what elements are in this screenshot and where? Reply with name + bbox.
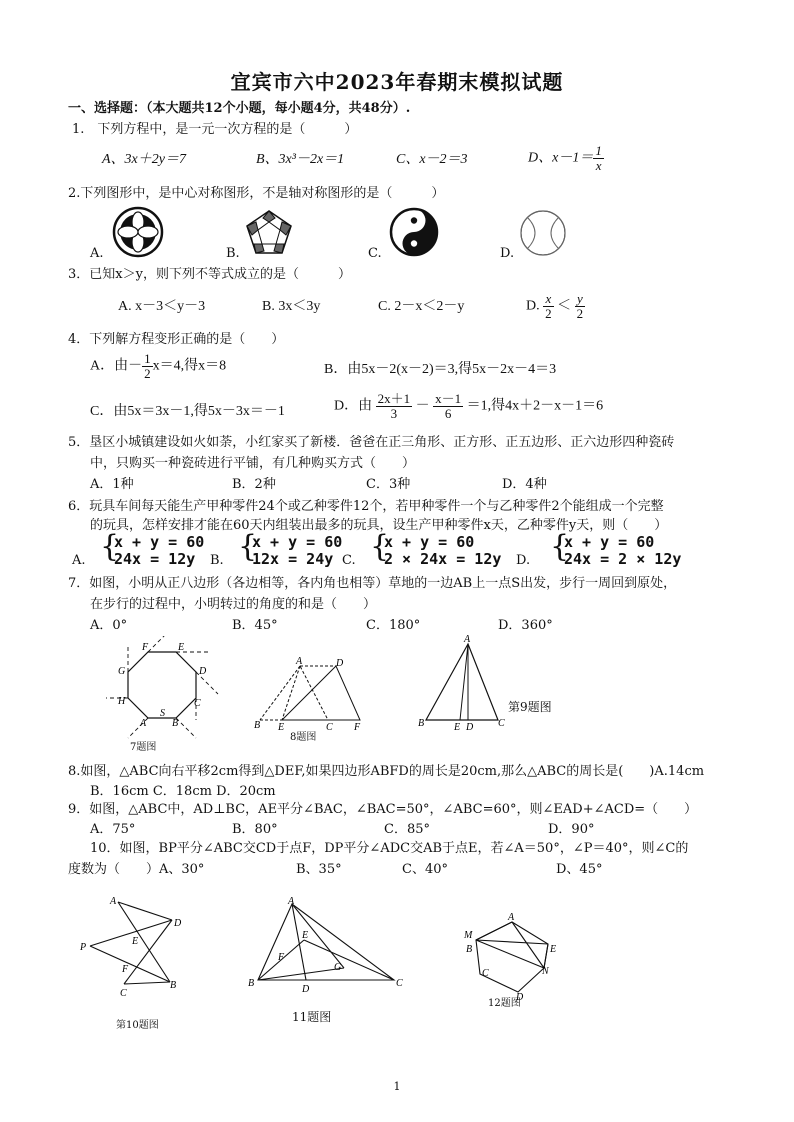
svg-text:D: D (199, 666, 207, 677)
svg-text:F: F (122, 964, 129, 975)
figure-10-caption: 第10题图 (116, 1020, 159, 1031)
svg-text:B: B (418, 718, 425, 729)
q2-stem: 2.下列图形中，是中心对称图形，不是轴对称图形的是（ ） (68, 186, 445, 201)
svg-text:M: M (464, 930, 473, 941)
svg-text:D: D (302, 984, 310, 995)
figure-7-caption: 7题图 (130, 742, 157, 753)
svg-text:F: F (278, 952, 285, 963)
svg-text:D: D (174, 918, 182, 929)
q3-option-a: A. x－3＜y－3 (118, 299, 206, 314)
q7-option-d: D．360° (498, 618, 553, 633)
q6-a-eq2: 24x = 12y (114, 550, 196, 568)
brace-icon: { (370, 529, 390, 564)
svg-text:A: A (110, 896, 117, 907)
q6-option-c: C. (342, 553, 356, 568)
figure-10 (76, 892, 206, 1002)
q3-option-c: C. 2－x＜2－y (378, 299, 465, 314)
figure-11-caption: 11题图 (292, 1010, 332, 1024)
figure-9-triangle (416, 634, 512, 734)
page-number: 1 (393, 1080, 401, 1093)
svg-text:E: E (550, 944, 557, 955)
q1-option-a: A、3x＋2y＝7 (102, 152, 186, 167)
svg-text:D: D (336, 658, 344, 669)
svg-text:N: N (542, 966, 549, 977)
q5-line1: 5．垦区小城镇建设如火如荼，小红家买了新楼．爸爸在正三角形、正方形、正五边形、正六边形四种瓷砖 (68, 435, 675, 450)
q6-c-eq1: x + y = 60 (384, 533, 475, 551)
figure-8-caption: 8题图 (290, 732, 317, 743)
q5-line2: 中，只购买一种瓷砖进行平铺，有几种购买方式（ ） (90, 456, 416, 471)
section-heading: 一、选择题：（本大题共12个小题，每小题4分，共48分）. (68, 101, 411, 116)
q6-c-eq2: 2 × 24x = 12y (384, 550, 502, 568)
svg-text:B: B (466, 944, 473, 955)
svg-text:C: C (396, 978, 403, 989)
q1-option-d: D、x－1＝ $\frac{1}{x}$ (528, 143, 602, 173)
q10-option-b: B、35° (296, 862, 342, 877)
svg-text:G: G (118, 666, 126, 677)
q6-a-eq1: x + y = 60 (114, 533, 205, 551)
svg-text:G: G (334, 962, 342, 973)
q7-option-a: A．0° (90, 618, 128, 633)
q2-option-c: C. (368, 246, 382, 261)
q1-option-c: C、x－2＝3 (396, 152, 468, 167)
q5-option-d: D．4种 (502, 477, 547, 492)
q7-line2: 在步行的过程中，小明转过的角度的和是（ ） (90, 597, 377, 612)
svg-text:B: B (172, 718, 179, 729)
svg-text:C: C (120, 988, 127, 999)
svg-text:D: D (466, 722, 474, 733)
q8-line2: B．16cm C．18cm D．20cm (90, 784, 276, 799)
q6-b-eq1: x + y = 60 (252, 533, 343, 551)
q10-line1: 10．如图，BP平分∠ABC交CD于点F，DP平分∠ADC交AB于点E，若∠A＝50°，∠P＝40°，则∠C的 (90, 841, 689, 856)
svg-text:C: C (326, 722, 333, 732)
svg-text:A: A (140, 718, 147, 729)
svg-text:F: F (354, 722, 361, 732)
svg-text:D: D (516, 992, 524, 1000)
svg-text:E: E (454, 722, 461, 733)
figure-7-octagon (96, 636, 226, 756)
svg-text:E: E (178, 642, 185, 653)
svg-text:A: A (508, 912, 515, 923)
brace-icon: { (238, 529, 258, 564)
q9-option-b: B．80° (232, 822, 278, 837)
q10-option-c: C、40° (402, 862, 448, 877)
q2-option-a: A. (90, 246, 104, 261)
q2-figure-b (244, 208, 294, 256)
q6-b-eq2: 12x = 24y (252, 550, 334, 568)
q3-option-d: D. $\frac{x}{2}$ ＜ $\frac{y}{2}$ (526, 291, 584, 321)
svg-text:A: A (296, 656, 303, 667)
figure-9-caption: 第9题图 (508, 700, 552, 714)
q5-option-b: B．2种 (232, 477, 276, 492)
q7-line1: 7．如图，小明从正八边形（各边相等，各内角也相等）草地的一边AB上一点S出发，步行一周回到原处， (68, 576, 677, 591)
q6-d-eq2: 24x = 2 × 12y (564, 550, 682, 568)
q4-option-a: A．由－ $\frac{1}{2}$ x＝4,得x＝8 (90, 351, 227, 381)
brace-icon: { (550, 529, 570, 564)
svg-text:P: P (80, 942, 87, 953)
q1-stem: 1. 下列方程中，是一元一次方程的是（ ） (72, 122, 358, 137)
q6-option-a: A. (72, 553, 86, 568)
q3-option-b: B. 3x＜3y (262, 299, 321, 314)
svg-text:E: E (132, 936, 139, 947)
q6-line1: 6．玩具车间每天能生产甲种零件24个或乙种零件12个，若甲种零件一个与乙种零件2个能组成一个完整 (68, 499, 664, 514)
figure-11 (248, 896, 408, 996)
page-title: 宜宾市六中2023年春期末模拟试题 (230, 70, 564, 94)
q2-option-d: D. (500, 246, 515, 261)
svg-text:C: C (498, 718, 505, 729)
svg-text:H: H (118, 696, 126, 707)
svg-text:B: B (248, 978, 255, 989)
svg-text:E: E (302, 930, 309, 941)
q8-line1: 8.如图，△ABC向右平移2cm得到△DEF,如果四边形ABFD的周长是20cm,那么△ABC的周长是( )A.14cm (68, 764, 705, 779)
q1-option-b: B、3x³－2x＝1 (256, 152, 345, 167)
q9-stem: 9．如图，△ABC中，AD⊥BC，AE平分∠BAC，∠BAC=50°，∠ABC=60°，则∠EAD+∠ACD=（ ） (68, 802, 698, 817)
q4-option-b: B．由5x－2(x－2)＝3,得5x－2x－4＝3 (324, 362, 557, 377)
q4-option-c: C．由5x＝3x－1,得5x－3x＝－1 (90, 404, 285, 419)
q4-option-d: D．由 $\frac{2x+1}{3}$ － $\frac{x-1}{6}$ ＝1,得4x＋2－x－1＝6 (334, 391, 604, 421)
figure-12-caption: 12题图 (488, 998, 521, 1009)
q9-option-d: D．90° (548, 822, 595, 837)
q2-option-b: B. (226, 246, 240, 261)
q7-option-c: C．180° (366, 618, 421, 633)
q6-option-d: D. (516, 553, 531, 568)
svg-text:A: A (288, 896, 295, 907)
q5-option-c: C．3种 (366, 477, 411, 492)
q2-figure-c (388, 206, 440, 258)
q3-stem: 3．已知x＞y，则下列不等式成立的是（ ） (68, 267, 351, 282)
figure-8-translation (250, 656, 370, 732)
svg-text:C: C (194, 698, 201, 709)
figure-12 (460, 912, 570, 1000)
q4-stem: 4．下列解方程变形正确的是（ ） (68, 332, 285, 347)
q7-option-b: B．45° (232, 618, 278, 633)
q5-option-a: A．1种 (90, 477, 134, 492)
q6-option-b: B. (210, 553, 224, 568)
svg-text:B: B (254, 720, 261, 731)
svg-text:A: A (464, 634, 471, 645)
brace-icon: { (100, 529, 120, 564)
svg-text:C: C (482, 968, 489, 979)
svg-text:F: F (142, 642, 149, 653)
q2-figure-a (112, 206, 164, 258)
q9-option-a: A．75° (90, 822, 136, 837)
svg-text:S: S (160, 708, 165, 719)
q10-line2: 度数为（ ）A、30° (68, 862, 205, 877)
q6-line2: 的玩具，怎样安排才能在60天内组装出最多的玩具，设生产甲种零件x天，乙种零件y天，则（ ） (90, 518, 668, 533)
q9-option-c: C．85° (384, 822, 430, 837)
svg-text:E: E (278, 722, 285, 732)
svg-text:B: B (170, 980, 177, 991)
q2-figure-d (518, 208, 568, 258)
q10-option-d: D、45° (556, 862, 603, 877)
q6-d-eq1: x + y = 60 (564, 533, 655, 551)
